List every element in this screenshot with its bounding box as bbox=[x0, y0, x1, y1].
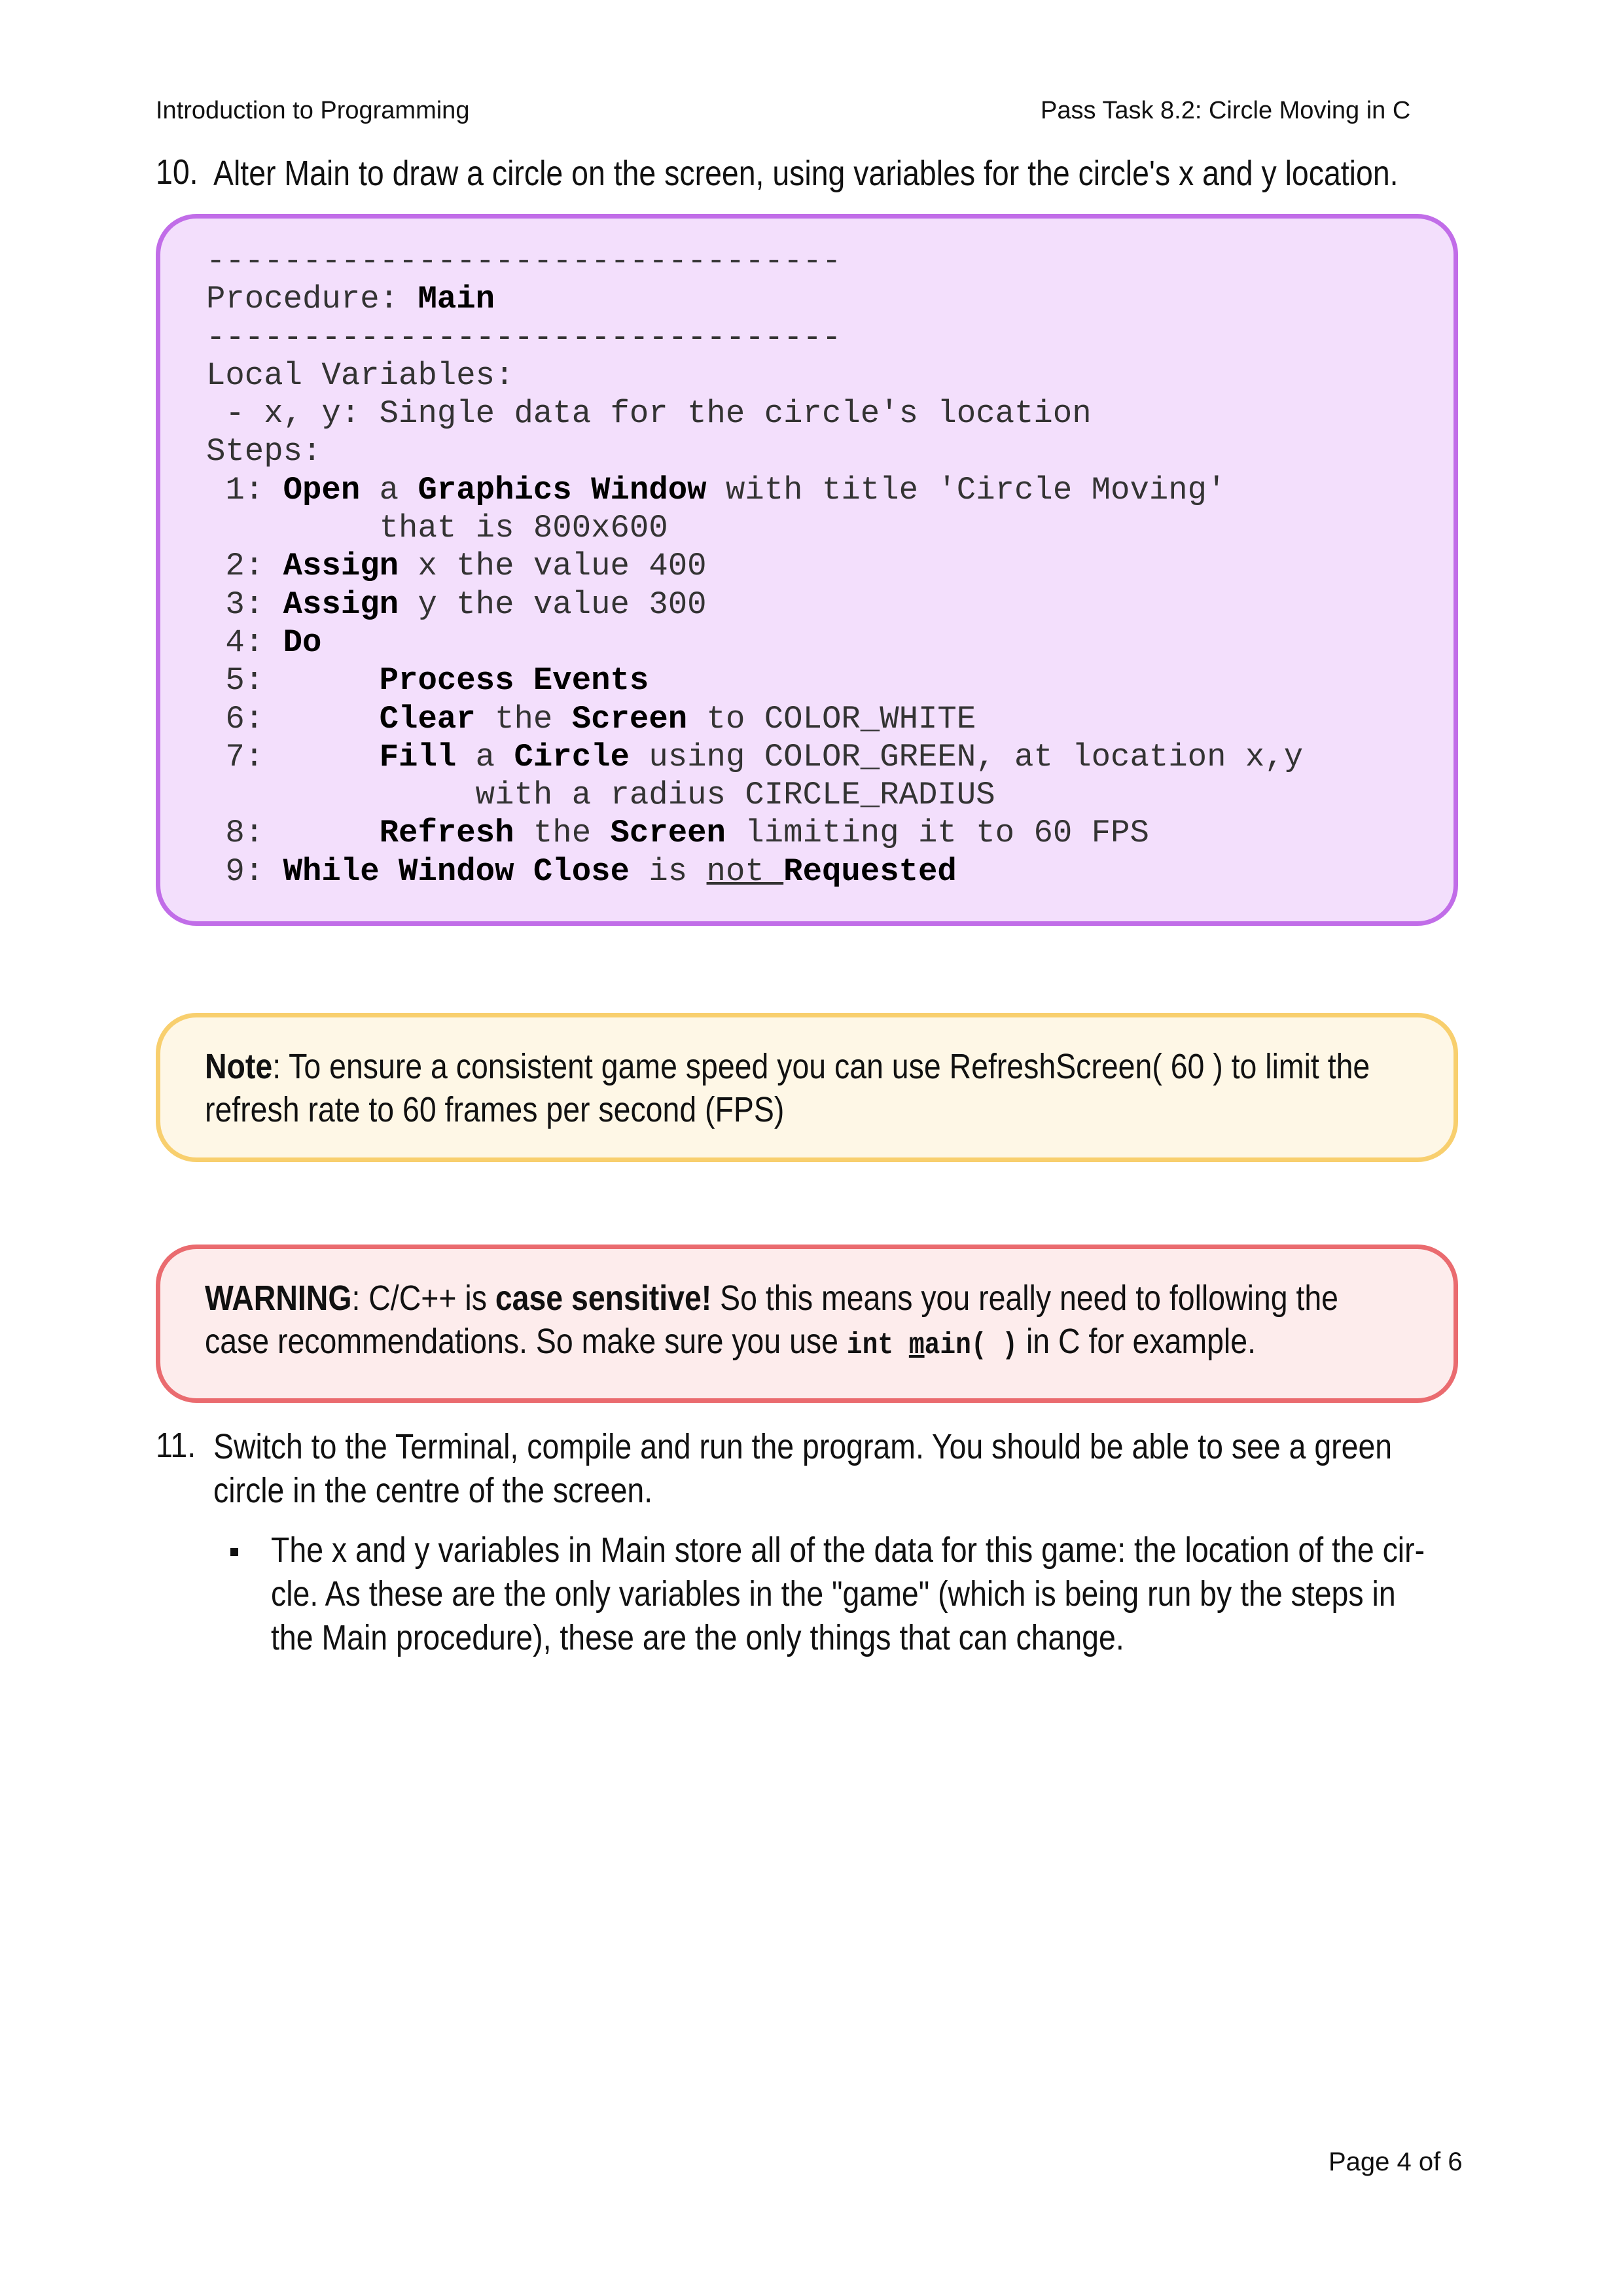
bullet-marker bbox=[230, 1548, 238, 1556]
warning-box bbox=[156, 1245, 1458, 1403]
pseudocode-box bbox=[156, 214, 1458, 926]
step-10-text: Alter Main to draw a circle on the screen, using variables for the circle's x and y location. bbox=[213, 154, 1399, 193]
warning-line-1: WARNING: C/C++ is case sensitive! So this means you really need to following the bbox=[205, 1279, 1339, 1318]
note-line-1: Note: To ensure a consistent game speed you can use RefreshScreen( 60 ) to limit the bbox=[205, 1047, 1370, 1086]
step-11-number: 11. bbox=[156, 1426, 196, 1465]
bullet-line-2: cle. As these are the only variables in the "game" (which is being run by the steps in bbox=[271, 1574, 1396, 1614]
page-number: Page 4 of 6 bbox=[1329, 2147, 1463, 2176]
bullet-line-3: the Main procedure), these are the only things that can change. bbox=[271, 1618, 1124, 1657]
step-11-line-1: Switch to the Terminal, compile and run the program. You should be able to see a green bbox=[213, 1427, 1393, 1466]
note-line-2: refresh rate to 60 frames per second (FPS) bbox=[205, 1090, 785, 1129]
pseudocode: --------------------------------- Procedure: Main --------------------------------- Local Variables: - x, y: Single data for the circle's location Steps: 1: Open a Graphics Window with title 'Circle Moving' that is 800x600 2: Assign x the value 400 3: Assign y the value 300 4: Do 5: Process Events 6: Clear the Screen to COLOR_WHITE 7: Fill a Circle using COLOR_GREEN, at location x,y with a radius CIRCLE_RADIUS 8: Refresh the Screen limiting it to 60 FPS 9: While Window Close is not Requested bbox=[206, 243, 1304, 890]
header-course-title: Introduction to Programming bbox=[156, 97, 470, 124]
note-box bbox=[156, 1013, 1458, 1162]
warning-line-2: case recommendations. So make sure you use int main( ) in C for example. bbox=[205, 1322, 1256, 1362]
step-10-number: 10. bbox=[156, 152, 198, 192]
header-task-title: Pass Task 8.2: Circle Moving in C bbox=[1041, 97, 1411, 124]
step-11-line-2: circle in the centre of the screen. bbox=[213, 1471, 653, 1510]
bullet-line-1: The x and y variables in Main store all of the data for this game: the location of the cir- bbox=[271, 1530, 1425, 1570]
